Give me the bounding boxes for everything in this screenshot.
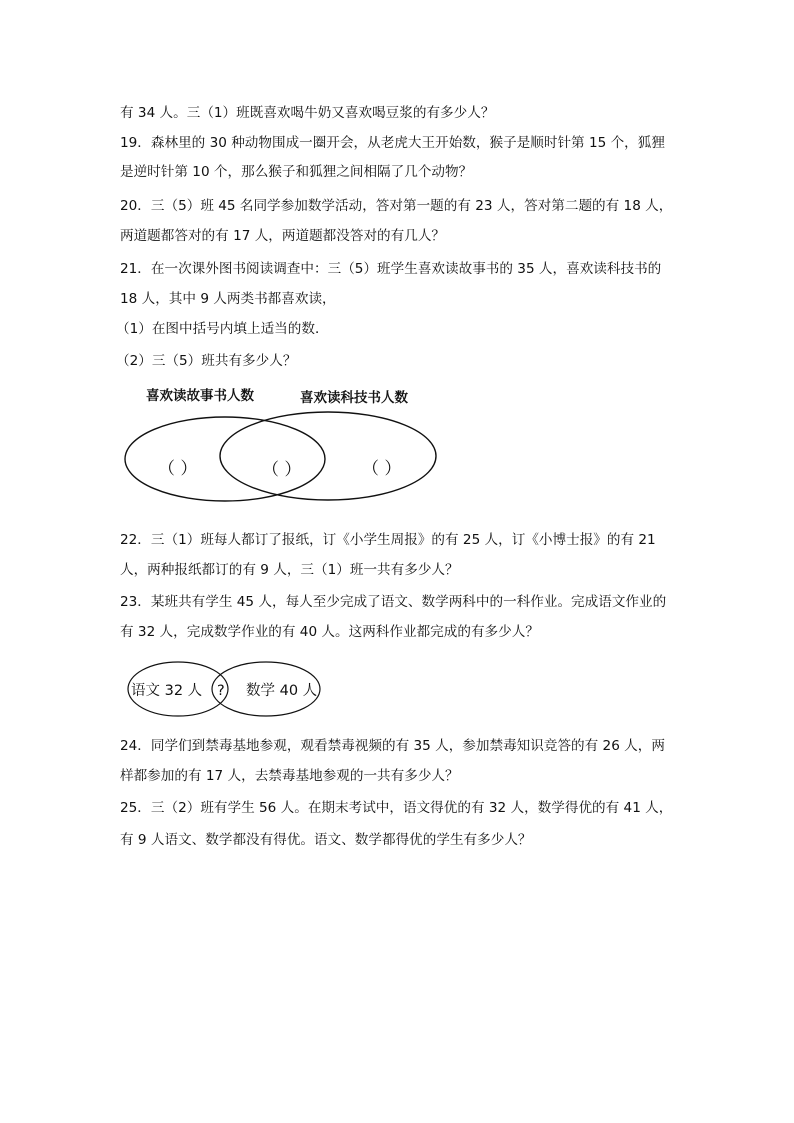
line-15: 样都参加的有 17 人，去禁毒基地参观的一共有多少人？ <box>120 768 459 784</box>
line-6: 21．在一次课外图书阅读调查中：三（5）班学生喜欢读故事书的 35 人，喜欢读科技书的 <box>120 261 662 277</box>
line-9: （2）三（5）班共有多少人？ <box>116 353 297 369</box>
line-3: 是逆时针第 10 个，那么猴子和狐狸之间相隔了几个动物？ <box>120 164 473 180</box>
venn-label-science: 喜欢读科技书人数 <box>300 390 408 406</box>
bracket-left: （ ） <box>158 459 198 479</box>
line-11: 人，两种报纸都订的有 9 人，三（1）班一共有多少人？ <box>120 562 459 578</box>
bracket-right: （ ） <box>362 459 402 479</box>
line-2: 19．森林里的 30 种动物围成一圈开会，从老虎大王开始数，猴子是顺时针第 15 个，狐狸 <box>120 135 665 151</box>
line-4: 20．三（5）班 45 名同学参加数学活动，答对第一题的有 23 人，答对第二题的有 18 人， <box>120 198 673 214</box>
line-1: 有 34 人。三（1）班既喜欢喝牛奶又喜欢喝豆浆的有多少人？ <box>120 105 495 121</box>
line-14: 24．同学们到禁毒基地参观，观看禁毒视频的有 35 人，参加禁毒知识竞答的有 26 人，两 <box>120 738 665 754</box>
line-7: 18 人，其中 9 人两类书都喜欢读， <box>120 291 336 307</box>
line-16: 25．三（2）班有学生 56 人。在期末考试中，语文得优的有 32 人，数学得优的有 41 人， <box>120 800 673 816</box>
line-13: 有 32 人，完成数学作业的有 40 人。这两科作业都完成的有多少人？ <box>120 624 539 640</box>
venn-label-overlap: ? <box>217 683 225 699</box>
venn-circle-story <box>125 417 325 501</box>
venn-label-math: 数学 40 人 <box>246 683 318 699</box>
venn-diagram-reading <box>118 378 448 513</box>
line-10: 22．三（1）班每人都订了报纸，订《小学生周报》的有 25 人，订《小博士报》的有 21 <box>120 532 656 548</box>
line-8: （1）在图中括号内填上适当的数． <box>116 321 329 337</box>
venn-diagram-homework <box>124 658 324 720</box>
line-12: 23．某班共有学生 45 人，每人至少完成了语文、数学两科中的一科作业。完成语文作业的 <box>120 594 667 610</box>
venn-label-story: 喜欢读故事书人数 <box>146 388 254 404</box>
line-17: 有 9 人语文、数学都没有得优。语文、数学都得优的学生有多少人？ <box>120 832 532 848</box>
venn-label-chinese: 语文 32 人 <box>131 683 203 699</box>
line-5: 两道题都答对的有 17 人，两道题都没答对的有几人？ <box>120 228 446 244</box>
bracket-middle: （ ） <box>262 460 302 480</box>
venn-circle-science <box>220 412 436 500</box>
